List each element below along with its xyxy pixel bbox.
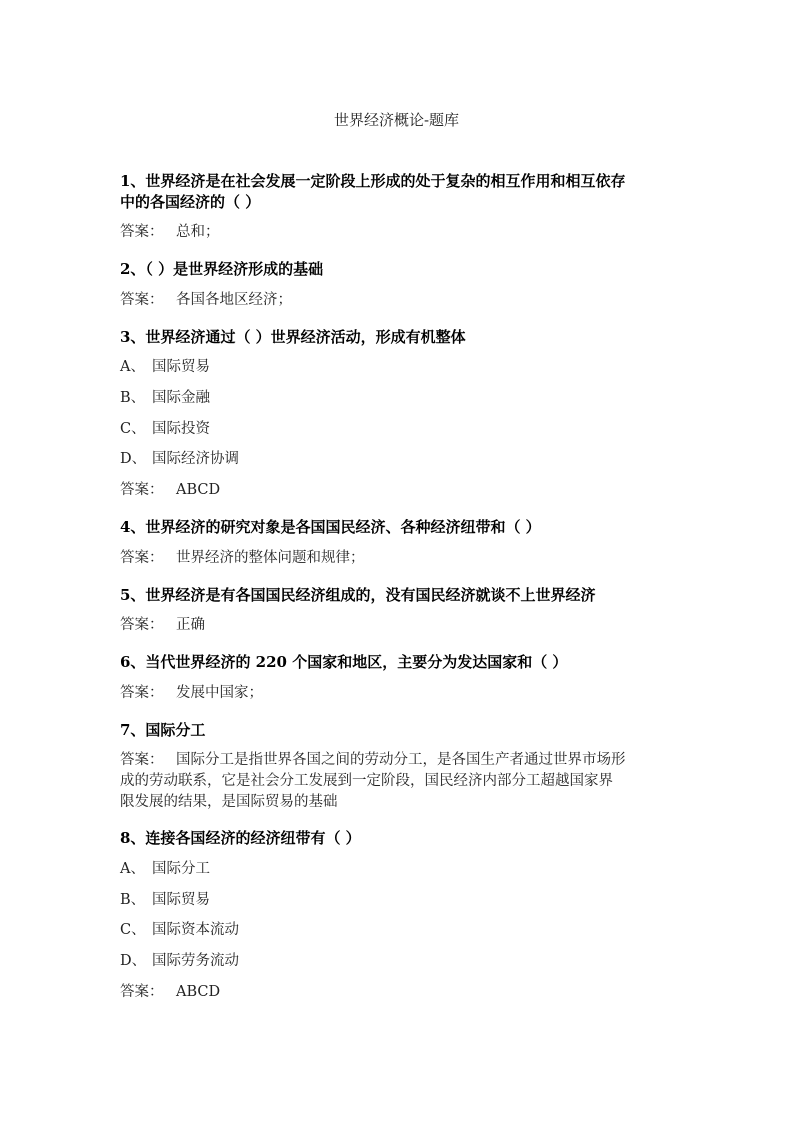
option-text: 国际劳务流动 [152, 953, 239, 969]
answer-4-text: 世界经济的整体问题和规律； [176, 550, 365, 566]
question-3-option-d [120, 449, 680, 470]
question-5: 5、世界经济是有各国国民经济组成的，没有国民经济就谈不上世界经济 [120, 586, 596, 604]
option-text: 国际经济协调 [152, 451, 239, 467]
question-2: 2、（ ）是世界经济形成的基础 [120, 260, 324, 278]
question-1-line-2: 中的各国经济的（ ） [120, 193, 261, 211]
answer-label: 答案： [120, 685, 164, 701]
option-text: 国际金融 [152, 390, 210, 406]
answer-7-line-2: 成的劳动联系，它是社会分工发展到一定阶段，国民经济内部分工超越国家界 [120, 773, 613, 789]
answer-7 [120, 750, 672, 813]
answer-label: 答案： [120, 292, 164, 308]
answer-3-text: ABCD [176, 482, 221, 498]
answer-7-line-1 [120, 750, 672, 771]
answer-1-text: 总和； [176, 224, 220, 240]
option-text: 国际贸易 [152, 359, 210, 375]
answer-label: 答案： [120, 617, 164, 633]
answer-2-text: 各国各地区经济； [176, 292, 292, 308]
answer-8 [120, 982, 680, 1003]
answer-label: 答案： [120, 984, 164, 1000]
question-3-option-c [120, 419, 680, 440]
question-8: 8、连接各国经济的经济纽带有（ ） [120, 829, 361, 847]
question-8-option-c [120, 920, 680, 941]
answer-6-text: 发展中国家； [176, 685, 263, 701]
question-8-option-b [120, 890, 680, 911]
answer-6 [120, 683, 680, 704]
question-6: 6、当代世界经济的 220 个国家和地区，主要分为发达国家和（ ） [120, 653, 568, 671]
option-letter: C、 [120, 922, 146, 938]
question-8-option-d [120, 951, 680, 972]
answer-label: 答案： [120, 752, 164, 768]
answer-label: 答案： [120, 550, 164, 566]
answer-8-text: ABCD [176, 984, 221, 1000]
option-letter: D、 [120, 953, 147, 969]
answer-5 [120, 615, 680, 636]
question-7: 7、国际分工 [120, 721, 206, 739]
answer-label: 答案： [120, 224, 164, 240]
question-3-option-b [120, 388, 680, 409]
answer-7-line-3: 限发展的结果，是国际贸易的基础 [120, 794, 338, 810]
question-1 [120, 171, 680, 213]
answer-label: 答案： [120, 482, 164, 498]
answer-4 [120, 548, 680, 569]
answer-3 [120, 480, 680, 501]
option-text: 国际投资 [152, 421, 210, 437]
option-text: 国际贸易 [152, 892, 210, 908]
question-1-line-1: 1、世界经济是在社会发展一定阶段上形成的处于复杂的相互作用和相互依存 [120, 172, 626, 190]
answer-5-text: 正确 [176, 617, 205, 633]
question-8-option-a [120, 859, 680, 880]
option-text: 国际分工 [152, 861, 210, 877]
option-letter: B、 [120, 892, 146, 908]
question-4: 4、世界经济的研究对象是各国国民经济、各种经济纽带和（ ） [120, 518, 541, 536]
option-letter: D、 [120, 451, 147, 467]
option-letter: A、 [120, 861, 145, 877]
question-3-option-a [120, 357, 680, 378]
option-letter: B、 [120, 390, 146, 406]
option-text: 国际资本流动 [152, 922, 239, 938]
document-title: 世界经济概论-题库 [333, 111, 460, 129]
answer-7-text-1: 国际分工是指世界各国之间的劳动分工，是各国生产者通过世界市场形 [176, 752, 626, 768]
answer-2 [120, 290, 680, 311]
answer-1 [120, 222, 680, 243]
option-letter: A、 [120, 359, 145, 375]
question-3: 3、世界经济通过（ ）世界经济活动，形成有机整体 [120, 328, 466, 346]
option-letter: C、 [120, 421, 146, 437]
